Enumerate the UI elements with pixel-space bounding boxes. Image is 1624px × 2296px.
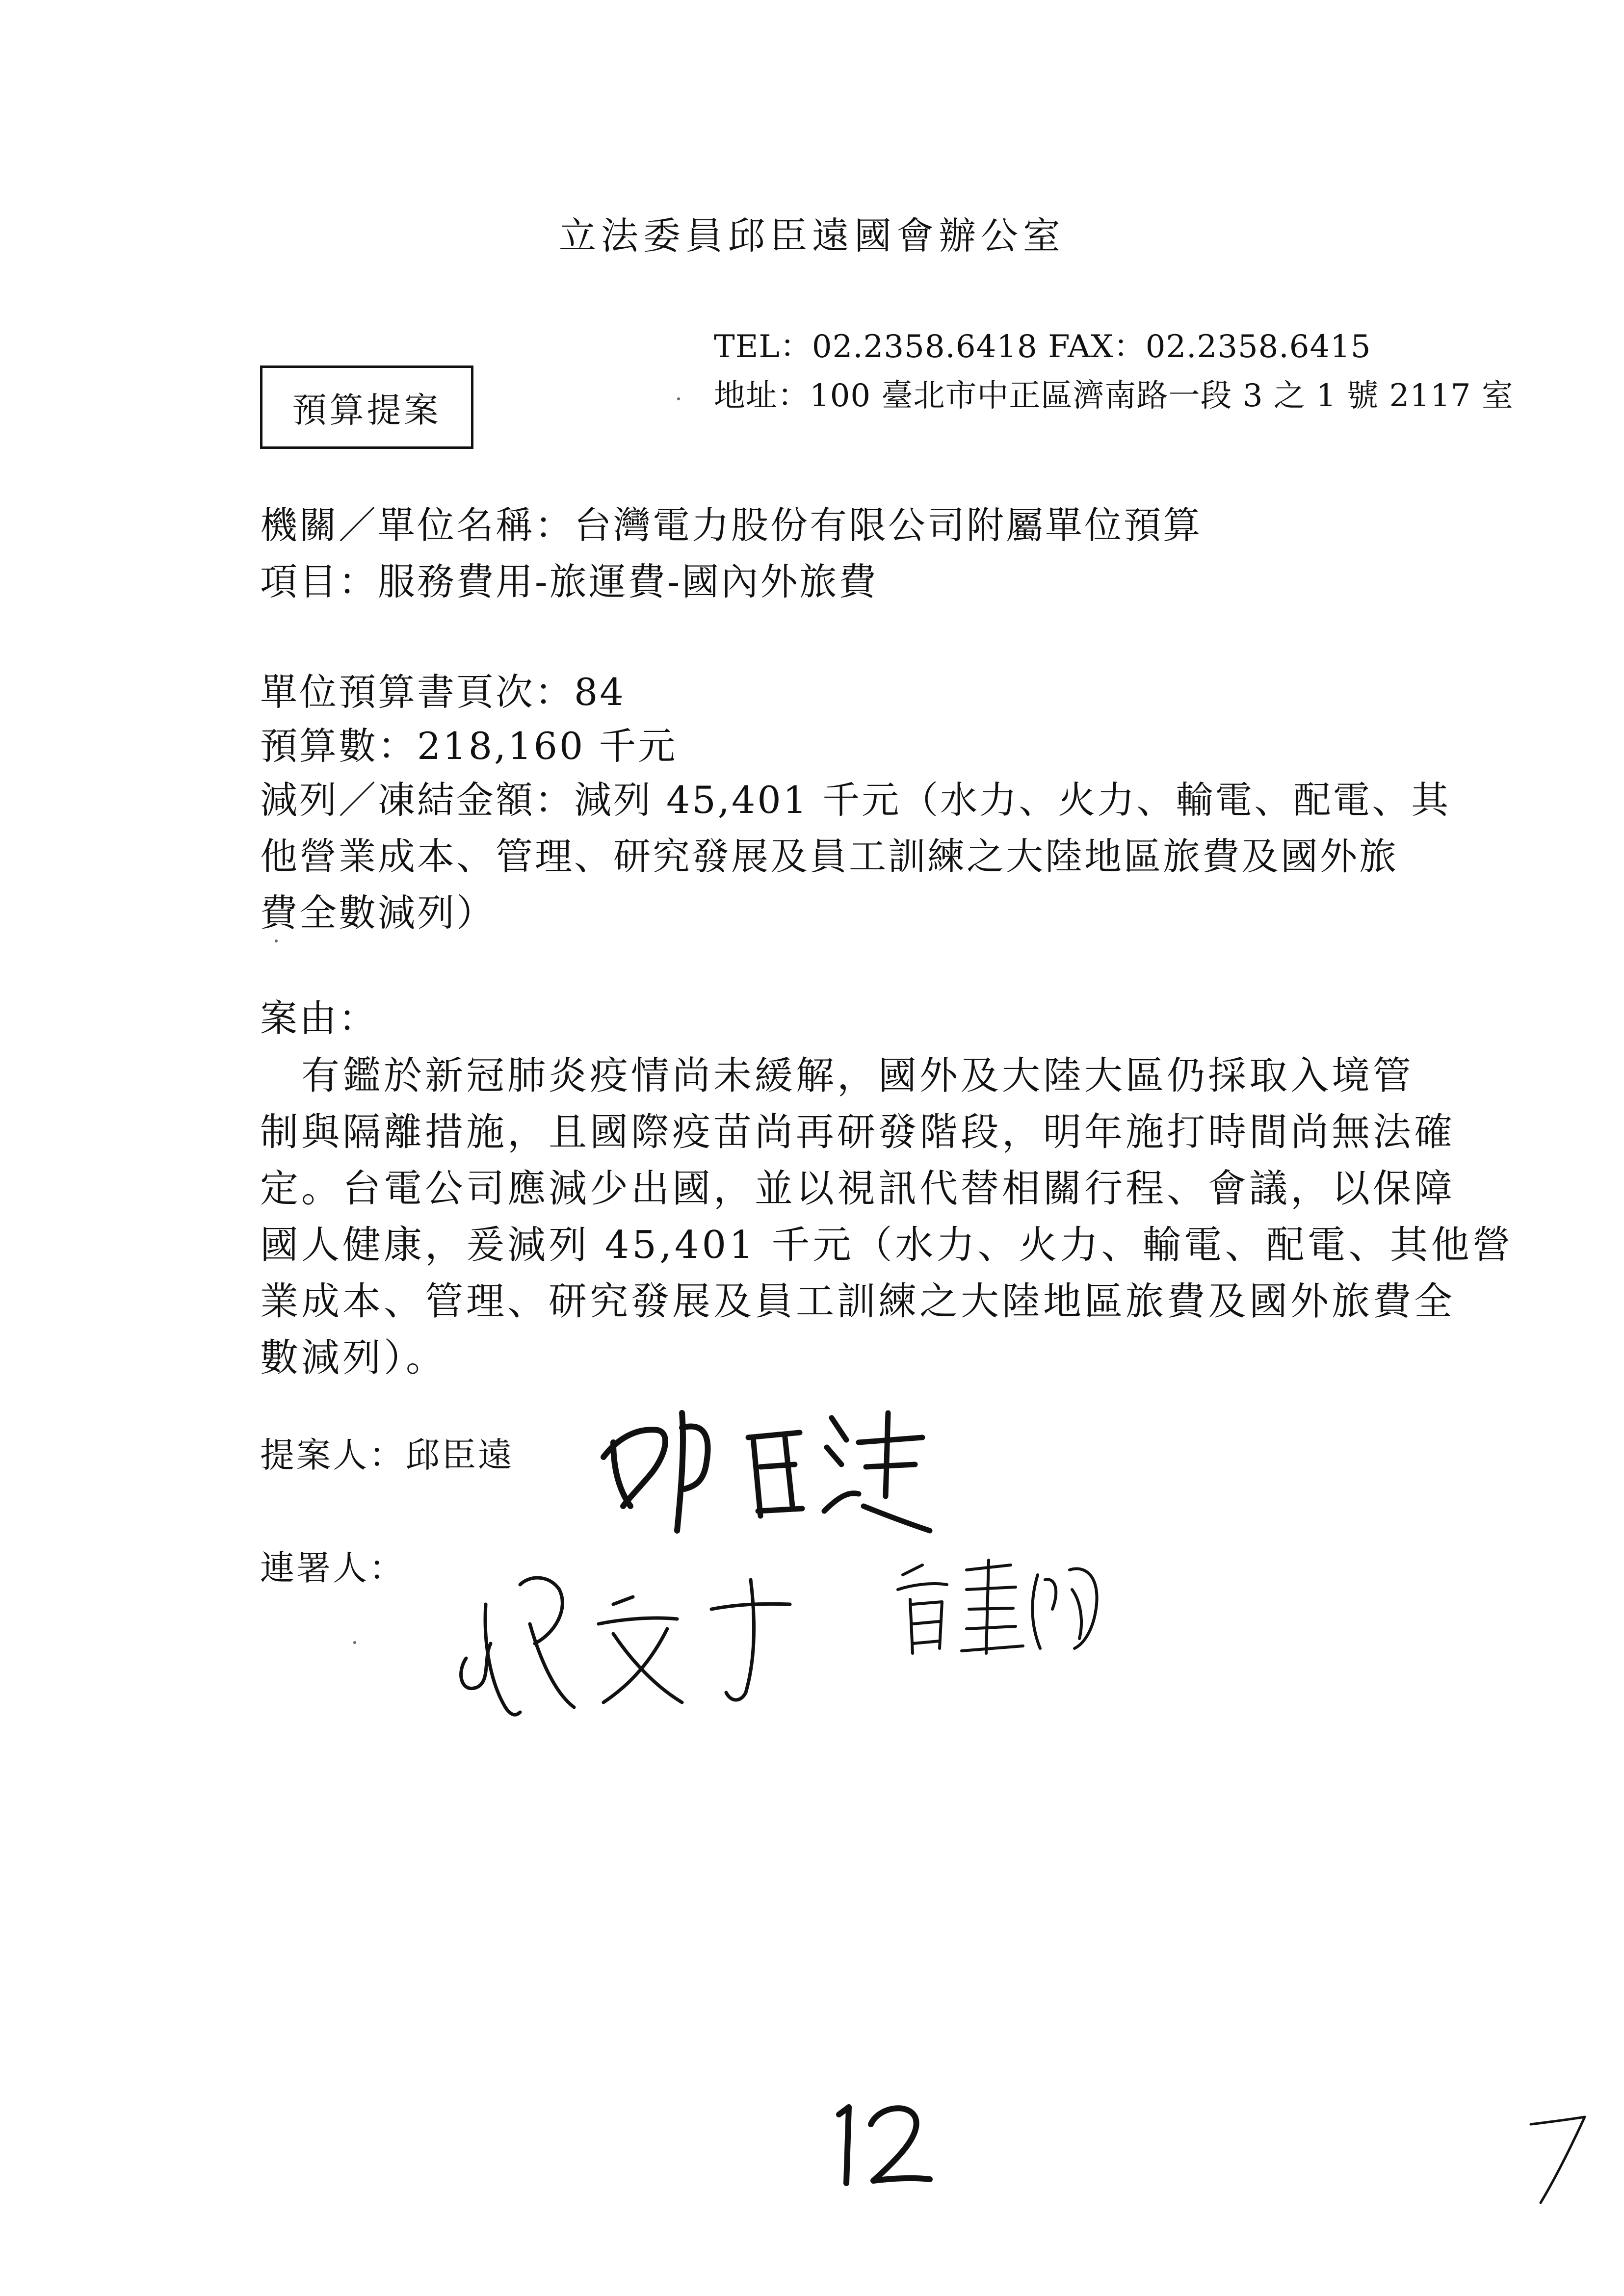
proposer-label: 提案人：邱臣遠 bbox=[260, 1435, 514, 1475]
document-type-box bbox=[260, 365, 473, 449]
scan-speck bbox=[275, 939, 278, 942]
reason-line-3: 定。台電公司應減少出國，並以視訊代替相關行程、會議，以保障 bbox=[260, 1167, 1456, 1211]
budget-amount-line: 預算數：218,160 千元 bbox=[260, 724, 678, 768]
document-type-label: 預算提案 bbox=[292, 390, 442, 430]
scan-speck bbox=[677, 397, 680, 400]
reason-label: 案由： bbox=[260, 996, 378, 1040]
reduction-line-2: 他營業成本、管理、研究發展及員工訓練之大陸地區旅費及國外旅 bbox=[260, 835, 1398, 878]
reason-line-4: 國人健康，爰減列 45,401 千元（水力、火力、輸電、配電、其他營 bbox=[260, 1223, 1514, 1267]
cosigner-signature-1 bbox=[437, 1545, 839, 1742]
handwritten-page-number bbox=[824, 2095, 937, 2198]
contact-address: 地址：100 臺北市中正區濟南路一段 3 之 1 號 2117 室 bbox=[714, 378, 1514, 414]
cosigner-signature-2 bbox=[883, 1545, 1119, 1673]
item-line: 項目：服務費用-旅運費-國內外旅費 bbox=[260, 560, 878, 603]
reduction-line-1: 減列／凍結金額：減列 45,401 千元（水力、火力、輸電、配電、其 bbox=[260, 778, 1451, 822]
page-reference-line: 單位預算書頁次：84 bbox=[260, 670, 626, 714]
proposer-signature bbox=[584, 1383, 937, 1545]
handwritten-corner-mark bbox=[1516, 2105, 1595, 2213]
reason-line-2: 制與隔離措施，且國際疫苗尚再研發階段，明年施打時間尚無法確 bbox=[260, 1110, 1456, 1154]
contact-tel-fax: TEL：02.2358.6418 FAX：02.2358.6415 bbox=[714, 329, 1371, 365]
reduction-line-3: 費全數減列） bbox=[260, 891, 496, 935]
office-title: 立法委員邱臣遠國會辦公室 bbox=[559, 214, 1065, 258]
scan-speck bbox=[353, 1641, 356, 1644]
reason-line-6: 數減列）。 bbox=[260, 1336, 447, 1380]
reason-line-1: 有鑑於新冠肺炎疫情尚未緩解，國外及大陸大區仍採取入境管 bbox=[260, 1054, 1414, 1098]
cosigner-label: 連署人： bbox=[260, 1548, 405, 1588]
agency-line: 機關／單位名稱：台灣電力股份有限公司附屬單位預算 bbox=[260, 503, 1202, 547]
reason-line-5: 業成本、管理、研究發展及員工訓練之大陸地區旅費及國外旅費全 bbox=[260, 1279, 1456, 1324]
